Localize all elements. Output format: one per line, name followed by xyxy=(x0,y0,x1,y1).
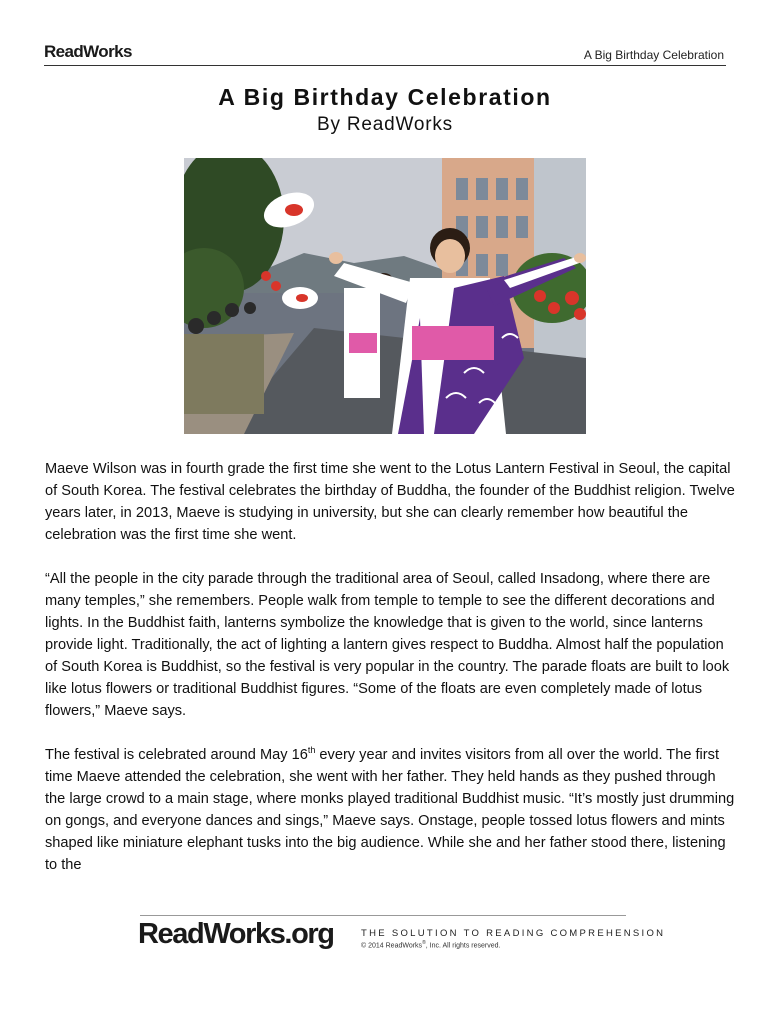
article-title: A Big Birthday Celebration xyxy=(218,84,552,110)
ordinal-suffix: th xyxy=(307,745,316,756)
footer-tagline: THE SOLUTION TO READING COMPREHENSION xyxy=(361,928,666,939)
article-body xyxy=(45,458,735,898)
registered-mark: ® xyxy=(422,940,426,946)
header-logo: ReadWorks xyxy=(44,42,132,61)
paragraph: “All the people in the city parade through the traditional area of Seoul, called Insadong, where there are many temples,” she remembers. People walk from temple to temple to see the different decorations and lights. In the Buddhist faith, lanterns symbolize the knowledge that is given to the world, since lanterns provide light. Traditionally, the act of lighting a lantern gives respect to Buddha. Almost half the population of South Korea is Buddhist, so the festival is very popular in the country. The parade floats are built to look like lotus flowers or traditional Buddhist figures. “Some of the floats are even completely made of lotus flowers,” Maeve says. xyxy=(45,571,730,719)
paragraph-text: every year and invites visitors from all over the world. The first time Maeve attended the celebration, she went with her father. They held hands as they pushed through the large crowd to a main stage, where monks played traditional Buddhist music. “It’s mostly just drumming on gongs, and everyone dances and sings,” Maeve says. Onstage, people tossed lotus flowers and mints shaped like miniature elephant tusks into the big audience. While she and her father stood there, listening to the xyxy=(45,747,735,873)
paragraph: Maeve Wilson was in fourth grade the first time she went to the Lotus Lantern Festival in Seoul, the capital of South Korea. The festival celebrates the birthday of Buddha, the founder of the Buddhist religion. Twelve years later, in 2013, Maeve is studying in university, but she can clearly remember how beautiful the celebration was the first time she went. xyxy=(45,461,735,543)
copyright-text: , Inc. All rights reserved. xyxy=(425,942,501,950)
footer-logo: ReadWorks.org xyxy=(138,918,334,950)
article-byline: By ReadWorks xyxy=(317,114,453,135)
footer-copyright xyxy=(361,940,500,949)
header-divider xyxy=(44,65,726,66)
paragraph-text: The festival is celebrated around May 16 xyxy=(45,747,308,763)
paragraph xyxy=(45,744,735,876)
header-doc-title: A Big Birthday Celebration xyxy=(583,48,724,62)
footer-divider xyxy=(140,915,626,916)
festival-photo xyxy=(184,158,586,434)
copyright-text: © 2014 ReadWorks xyxy=(361,942,423,950)
